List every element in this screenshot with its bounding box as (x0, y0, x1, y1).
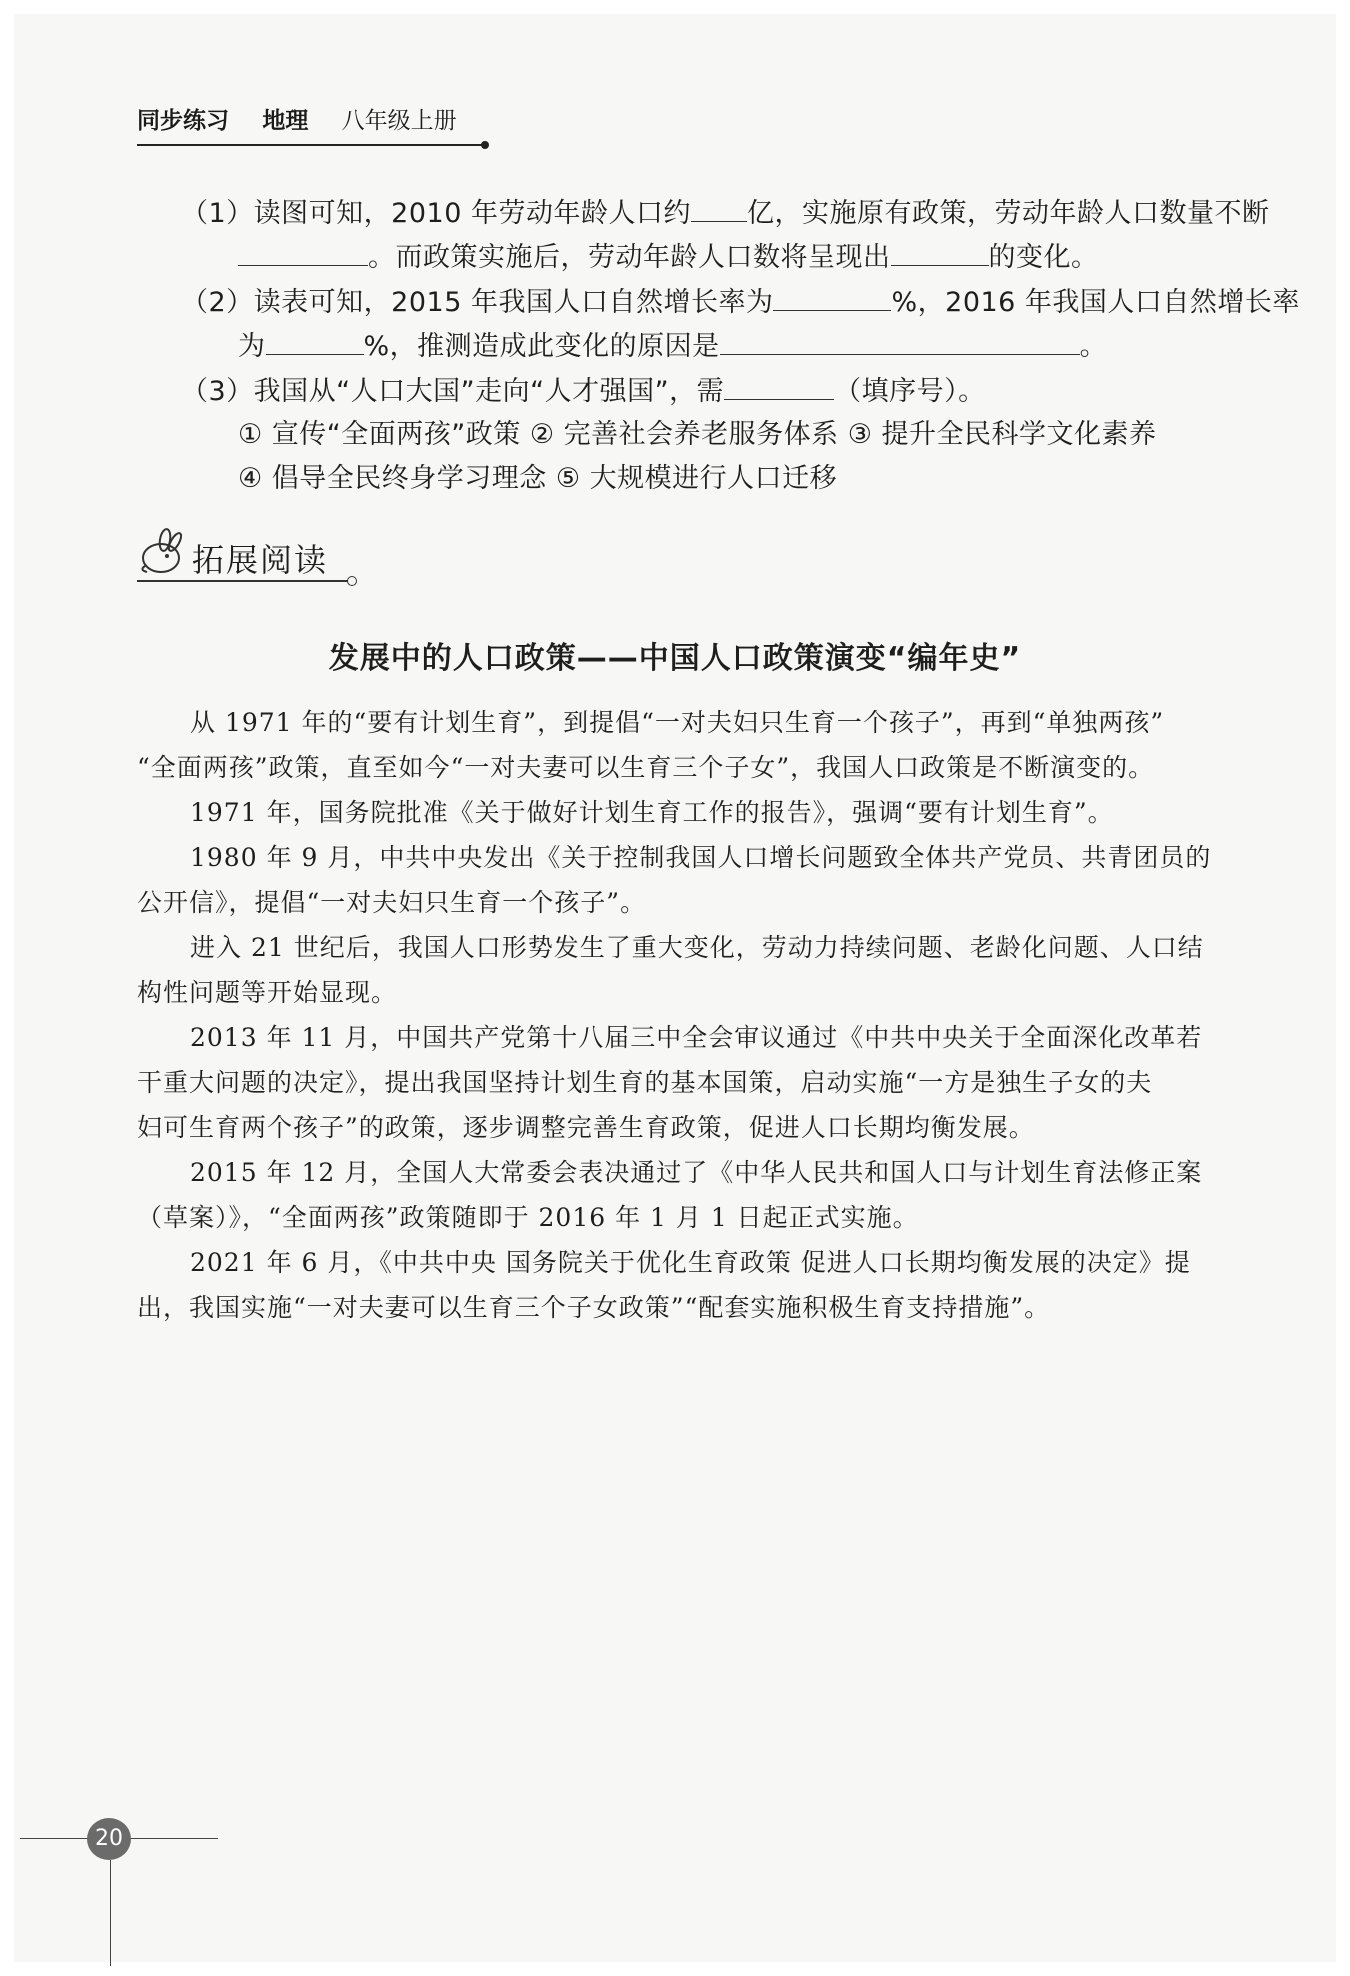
section-rule-ring (347, 576, 357, 586)
q2-text-e: 。 (1079, 331, 1108, 362)
rabbit-icon (135, 526, 191, 578)
q3-blank-1[interactable] (724, 373, 834, 400)
header-grade: 八年级上册 (341, 108, 457, 134)
q2-text-d: %，推测造成此变化的原因是 (363, 331, 720, 362)
q1-blank-3[interactable] (891, 239, 989, 266)
article-line: 公开信》，提倡“一对夫妇只生育一个孩子”。 (137, 888, 647, 917)
q1-blank-2[interactable] (238, 239, 368, 266)
q3-text-b: （填序号）。 (834, 376, 986, 407)
header-rule-dot (481, 141, 489, 149)
q1-text-a: （1）读图可知，2010 年劳动年龄人口约 (181, 198, 691, 229)
header-series: 同步练习 (137, 108, 229, 134)
q1-text-c: 。而政策实施后，劳动年龄人口数将呈现出 (368, 242, 891, 273)
article-line: 从 1971 年的“要有计划生育”，到提倡“一对夫妇只生育一个孩子”，再到“单独两孩” (190, 708, 1165, 737)
header-rule (137, 144, 483, 146)
q3-text-a: （3）我国从“人口大国”走向“人才强国”，需 (181, 376, 725, 407)
q2-blank-1[interactable] (773, 284, 891, 311)
page-header (137, 102, 457, 135)
article-line: 1971 年，国务院批准《关于做好计划生育工作的报告》，强调“要有计划生育”。 (190, 798, 1114, 827)
question-2-line-1 (181, 284, 1300, 320)
article-line: 2021 年 6 月，《中共中央 国务院关于优化生育政策 促进人口长期均衡发展的决定》提 (190, 1248, 1191, 1277)
article-line: （草案）》，“全面两孩”政策随即于 2016 年 1 月 1 日起正式实施。 (137, 1203, 919, 1232)
article-line: 进入 21 世纪后，我国人口形势发生了重大变化，劳动力持续问题、老龄化问题、人口结 (190, 933, 1204, 962)
article-line: 1980 年 9 月，中共中央发出《关于控制我国人口增长问题致全体共产党员、共青团员的 (190, 843, 1212, 872)
article-line: 构性问题等开始显现。 (137, 978, 398, 1007)
question-3-line-1 (181, 373, 986, 409)
question-1-line-2 (238, 239, 1099, 275)
question-3-options-1: ① 宣传“全面两孩”政策 ② 完善社会养老服务体系 ③ 提升全民科学文化素养 (238, 419, 1157, 450)
q2-blank-3[interactable] (720, 328, 1080, 355)
article-line: 干重大问题的决定》，提出我国坚持计划生育的基本国策，启动实施“一方是独生子女的夫 (137, 1068, 1153, 1097)
footer-rule-vertical (110, 1860, 111, 1966)
section-title: 拓展阅读 (192, 541, 329, 579)
q1-text-b: 亿，实施原有政策，劳动年龄人口数量不断 (746, 198, 1270, 229)
page-number: 20 (87, 1818, 131, 1860)
q2-text-b: %，2016 年我国人口自然增长率 (891, 287, 1300, 318)
question-1-line-1 (181, 195, 1269, 231)
article-line: “全面两孩”政策，直至如今“一对夫妻可以生育三个子女”，我国人口政策是不断演变的。 (137, 753, 1155, 782)
q2-text-c: 为 (238, 331, 266, 362)
article-line: 2013 年 11 月，中国共产党第十八届三中全会审议通过《中共中央关于全面深化改革若 (190, 1023, 1203, 1052)
article-line: 2015 年 12 月，全国人大常委会表决通过了《中华人民共和国人口与计划生育法修正案 (190, 1158, 1203, 1187)
q1-text-d: 的变化。 (988, 242, 1099, 273)
article-title: 发展中的人口政策——中国人口政策演变“编年史” (328, 641, 1022, 676)
q2-text-a: （2）读表可知，2015 年我国人口自然增长率为 (181, 287, 774, 318)
section-rule (137, 580, 349, 582)
q2-blank-2[interactable] (266, 328, 364, 355)
question-3-options-2: ④ 倡导全民终身学习理念 ⑤ 大规模进行人口迁移 (238, 463, 838, 494)
q1-blank-1[interactable] (691, 195, 747, 222)
article-line: 出，我国实施“一对夫妻可以生育三个子女政策”“配套实施积极生育支持措施”。 (137, 1293, 1051, 1322)
question-2-line-2 (238, 328, 1107, 364)
article-line: 妇可生育两个孩子”的政策，逐步调整完善生育政策，促进人口长期均衡发展。 (137, 1113, 1035, 1142)
header-subject: 地理 (262, 108, 309, 134)
